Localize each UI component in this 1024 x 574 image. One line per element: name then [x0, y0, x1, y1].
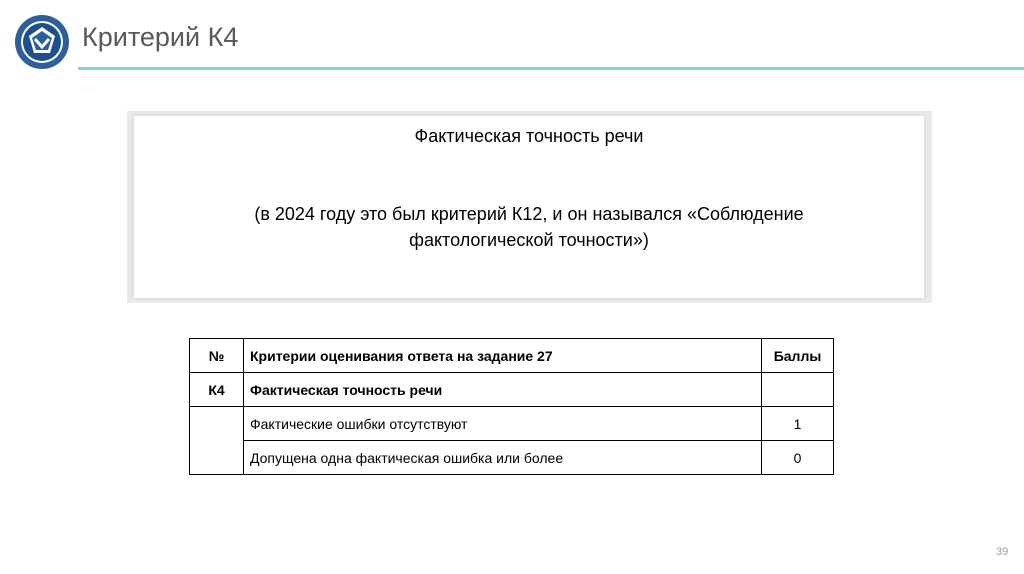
organization-logo — [14, 14, 70, 70]
header-score: Баллы — [762, 339, 834, 373]
row-criterion: Допущена одна фактическая ошибка или более — [244, 441, 762, 475]
callout-box — [134, 116, 924, 298]
title-divider — [78, 67, 1024, 70]
slide-title: Критерий К4 — [82, 22, 239, 52]
callout-note-line-2: фактологической точности») — [409, 230, 649, 250]
row-criterion: Фактические ошибки отсутствуют — [244, 407, 762, 441]
section-title: Фактическая точность речи — [244, 373, 762, 407]
table-header-row — [190, 339, 834, 373]
criteria-table — [189, 338, 834, 475]
row-score: 1 — [762, 407, 834, 441]
table-row — [190, 441, 834, 475]
section-score — [762, 373, 834, 407]
row-score: 0 — [762, 441, 834, 475]
header-num: № — [190, 339, 244, 373]
callout-note-line-1: (в 2024 году это был критерий К12, и он назывался «Соблюдение — [254, 204, 804, 224]
page-number: 39 — [996, 546, 1009, 558]
callout-heading: Фактическая точность речи — [414, 126, 644, 146]
header-criteria: Критерии оценивания ответа на задание 27 — [244, 339, 762, 373]
empty-num-cell — [190, 407, 244, 475]
table-section-row — [190, 373, 834, 407]
section-code: К4 — [190, 373, 244, 407]
table-row — [190, 407, 834, 441]
